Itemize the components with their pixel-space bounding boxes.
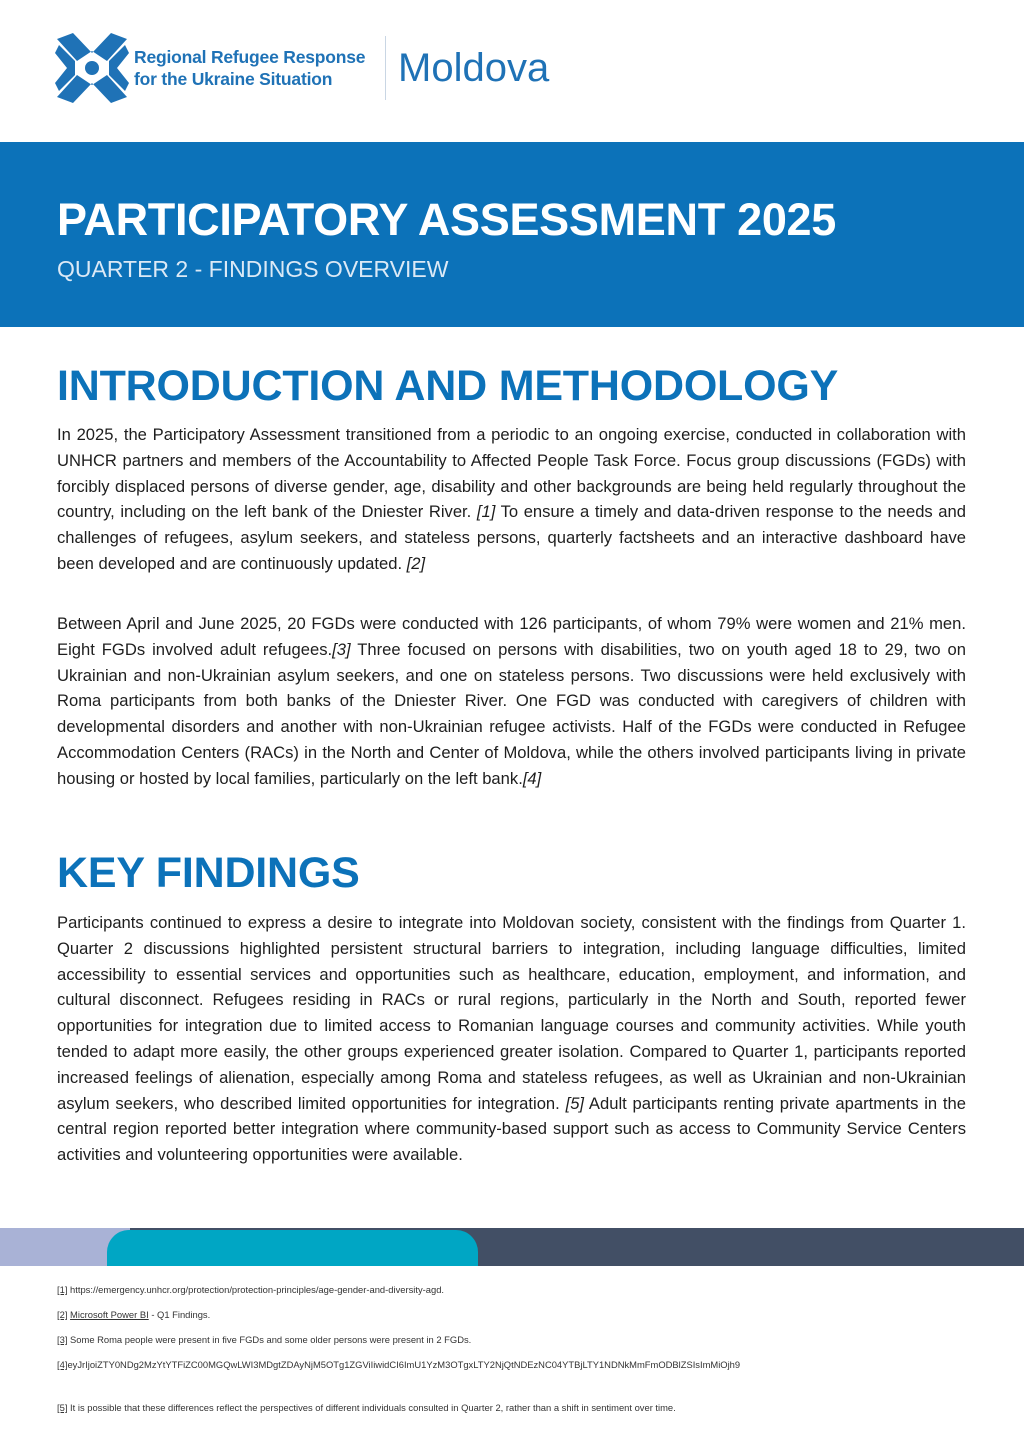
footnote-3 <box>57 1333 757 1346</box>
intro-paragraph-1 <box>57 422 966 577</box>
footnote-4-number[interactable]: [4] <box>57 1359 68 1370</box>
document-title: PARTICIPATORY ASSESSMENT 2025 <box>57 194 836 245</box>
intro-heading: INTRODUCTION AND METHODOLOGY <box>57 362 839 410</box>
findings-paragraph <box>57 910 966 1168</box>
footnote-ref-2[interactable]: [2] <box>406 553 426 573</box>
page-header <box>0 0 1024 142</box>
footnote-2 <box>57 1308 757 1321</box>
org-name-line1: Regional Refugee Response <box>134 47 366 67</box>
org-name <box>134 46 365 90</box>
footnote-3-number[interactable]: [3] <box>57 1334 68 1345</box>
footnote-3-text: Some Roma people were present in five FGDs and some older persons were present in 2 FGDs. <box>67 1334 472 1345</box>
document-subtitle: QUARTER 2 - FINDINGS OVERVIEW <box>57 256 449 282</box>
footnote-1-text: https://emergency.unhcr.org/protection/protection-principles/age-gender-and-diversity-agd. <box>67 1284 445 1295</box>
intro-p1-text-b: To ensure a timely and data-driven response to the needs and challenges of refugees, asylum seekers, and stateless persons, quarterly factsheets and an interactive dashboard have been developed and are continuously updated. <box>57 502 966 573</box>
footnote-2-text: - Q1 Findings. <box>148 1309 211 1320</box>
footnote-4 <box>57 1358 757 1371</box>
band-cover <box>0 1266 1024 1276</box>
findings-text-a: Participants continued to express a desire to integrate into Moldovan society, consistent with the findings from Quarter 1. Quarter 2 discussions highlighted persistent structural barriers to integration, including language difficulties, limited accessibility to essential services and opportunities such as healthcare, education, employment, and information, and cultural disconnect. Refugees residing in RACs or rural regions, particularly in the North and South, reported fewer opportunities for integration due to limited access to Romanian language courses and community activities. While youth tended to adapt more easily, the other groups experienced greater isolation. Compared to Quarter 1, participants reported increased feelings of alienation, especially among Roma and stateless refugees, as well as Ukrainian and non-Ukrainian asylum seekers, who described limited opportunities for integration. <box>57 913 966 1113</box>
findings-heading: KEY FINDINGS <box>57 849 360 897</box>
footnote-5 <box>57 1401 757 1414</box>
footnote-4-text: eyJrIjoiZTY0NDg2MzYtYTFiZC00MGQwLWI3MDgtZDAyNjM5OTg1ZGViIiwidCI6ImU1YzM3OTgxLTY2NjQtNDEzNC04YTBjLTY1NDNkMmFmODBlZSIsImMiOjh9 <box>67 1359 741 1370</box>
country-name: Moldova <box>398 46 550 90</box>
rrp-logo-icon <box>55 31 129 105</box>
org-name-line2: for the Ukraine Situation <box>134 69 333 89</box>
footnote-ref-1[interactable]: [1] <box>476 502 496 522</box>
footnote-ref-3[interactable]: [3] <box>332 639 351 659</box>
footnote-1-number[interactable]: [1] <box>57 1284 68 1295</box>
footnote-ref-4[interactable]: [4] <box>522 768 542 788</box>
findings-text-b: Adult participants renting private apartments in the central region reported better integration where community-based support such as access to Community Service Centers activities and volunteering opportunities were available. <box>57 1093 966 1165</box>
intro-paragraph-2 <box>57 611 966 792</box>
intro-p2-text-b: Three focused on persons with disabilities, two on youth aged 18 to 29, two on Ukrainian and non-Ukrainian asylum seekers, and one on stateless persons. Two discussions were held exclusively with Roma participants from both banks of the Dniester River. One FGD was conducted with caregivers of children with developmental disorders and another with non-Ukrainian refugee activists. Half of the FGDs were conducted in Refugee Accommodation Centers (RACs) in the North and Center of Moldova, while the others involved participants living in private housing or hosted by local families, particularly on the left bank. <box>57 639 966 788</box>
footnote-2-number[interactable]: [2] <box>57 1309 68 1320</box>
footnote-ref-5[interactable]: [5] <box>565 1093 585 1113</box>
footnote-5-text: It is possible that these differences reflect the perspectives of different individuals consulted in Quarter 2, rather than a shift in sentiment over time. <box>67 1402 676 1413</box>
footnote-1 <box>57 1283 757 1296</box>
logo-divider <box>385 36 386 100</box>
footnote-5-number[interactable]: [5] <box>57 1402 68 1413</box>
power-bi-link[interactable]: Microsoft Power BI <box>70 1309 149 1320</box>
intro-p2-text-a: Between April and June 2025, 20 FGDs were conducted with 126 participants, of whom 79% were women and 21% men. Eight FGDs involved adult refugees. <box>57 614 966 659</box>
intro-p1-text-a: In 2025, the Participatory Assessment transitioned from a periodic to an ongoing exercise, conducted in collaboration with UNHCR partners and members of the Accountability to Affected People Task Force. Focus group discussions (FGDs) with forcibly displaced persons of diverse gender, age, disability and other backgrounds are being held regularly throughout the country, including on the left bank of the Dniester River. <box>57 425 966 522</box>
